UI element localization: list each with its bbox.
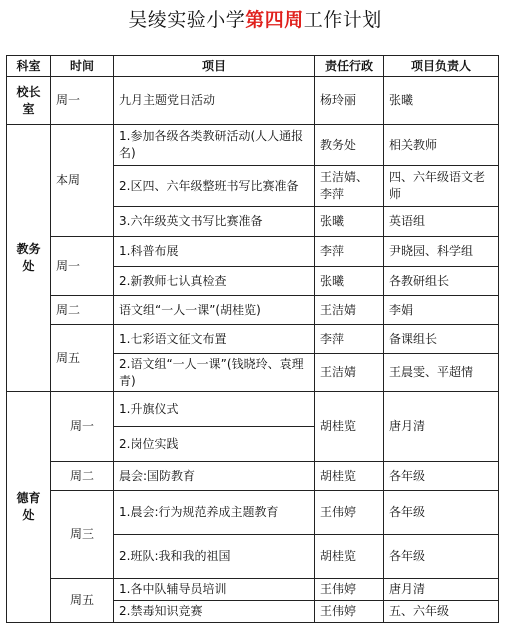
item-cell: 2.班队:我和我的祖国: [114, 535, 315, 579]
owner-cell: 唐月清: [384, 392, 499, 462]
admin-cell: 王洁婧: [315, 354, 384, 392]
time-cell: 周一: [51, 237, 114, 296]
time-cell: 周五: [51, 325, 114, 392]
owner-cell: 相关教师: [384, 125, 499, 166]
admin-cell: 胡桂览: [315, 462, 384, 491]
item-cell: 2.新教师七认真检查: [114, 267, 315, 296]
item-cell: 晨会:国防教育: [114, 462, 315, 491]
time-cell: 周一: [51, 77, 114, 125]
owner-cell: 各教研组长: [384, 267, 499, 296]
section-moral: 德育处: [7, 392, 51, 623]
owner-cell: 张曦: [384, 77, 499, 125]
header-admin: 责任行政: [315, 56, 384, 77]
title-suffix: 工作计划: [303, 9, 382, 31]
header-owner: 项目负责人: [384, 56, 499, 77]
owner-cell: 五、六年级: [384, 601, 499, 623]
owner-cell: 唐月清: [384, 579, 499, 601]
owner-cell: 各年级: [384, 491, 499, 535]
header-item: 项目: [114, 56, 315, 77]
admin-cell: 王洁婧: [315, 296, 384, 325]
item-cell: 2.区四、六年级整班书写比赛准备: [114, 166, 315, 207]
table-row: [7, 237, 499, 267]
item-cell: 语文组“一人一课”(胡桂览): [114, 296, 315, 325]
section-teaching: 教务处: [7, 125, 51, 392]
table-row: [7, 296, 499, 325]
item-cell: 1.晨会:行为规范养成主题教育: [114, 491, 315, 535]
item-cell: 九月主题党日活动: [114, 77, 315, 125]
item-cell: 1.升旗仪式: [114, 392, 315, 427]
admin-cell: 李萍: [315, 325, 384, 354]
owner-cell: 英语组: [384, 207, 499, 237]
owner-cell: 四、六年级语文老师: [384, 166, 499, 207]
table-row: [7, 579, 499, 601]
page-title: [0, 6, 510, 34]
item-cell: 2.语文组“一人一课”(钱晓玲、袁理青): [114, 354, 315, 392]
table-row: [7, 462, 499, 491]
title-highlight: 第四周: [245, 9, 304, 31]
owner-cell: 各年级: [384, 535, 499, 579]
table-row: [7, 325, 499, 354]
section-principal: 校长室: [7, 77, 51, 125]
title-prefix: 吴绫实验小学: [128, 9, 246, 31]
item-cell: 1.参加各级各类教研活动(人人通报名): [114, 125, 315, 166]
admin-cell: 李萍: [315, 237, 384, 267]
work-plan-table: [6, 55, 499, 623]
time-cell: 周五: [51, 579, 114, 623]
owner-cell: 各年级: [384, 462, 499, 491]
admin-cell: 教务处: [315, 125, 384, 166]
owner-cell: 李娟: [384, 296, 499, 325]
owner-cell: 王晨雯、平超情: [384, 354, 499, 392]
header-time: 时间: [51, 56, 114, 77]
item-cell: 3.六年级英文书写比赛准备: [114, 207, 315, 237]
time-cell: 周二: [51, 462, 114, 491]
table-row: [7, 491, 499, 535]
table-header-row: [7, 56, 499, 77]
time-cell: 周三: [51, 491, 114, 579]
item-cell: 2.禁毒知识竞赛: [114, 601, 315, 623]
item-cell: 2.岗位实践: [114, 427, 315, 462]
admin-cell: 王伟婷: [315, 579, 384, 601]
item-cell: 1.各中队辅导员培训: [114, 579, 315, 601]
time-cell: 周二: [51, 296, 114, 325]
admin-cell: 张曦: [315, 267, 384, 296]
owner-cell: 尹晓园、科学组: [384, 237, 499, 267]
admin-cell: 张曦: [315, 207, 384, 237]
admin-cell: 胡桂览: [315, 392, 384, 462]
admin-cell: 胡桂览: [315, 535, 384, 579]
time-cell: 周一: [51, 392, 114, 462]
table-row: [7, 392, 499, 427]
admin-cell: 杨玲丽: [315, 77, 384, 125]
admin-cell: 王伟婷: [315, 491, 384, 535]
time-cell: 本周: [51, 125, 114, 237]
admin-cell: 王伟婷: [315, 601, 384, 623]
table-row: [7, 125, 499, 166]
admin-cell: 王洁婧、李萍: [315, 166, 384, 207]
table-row: [7, 77, 499, 125]
owner-cell: 备课组长: [384, 325, 499, 354]
item-cell: 1.科普布展: [114, 237, 315, 267]
header-dept: 科室: [7, 56, 51, 77]
item-cell: 1.七彩语文征文布置: [114, 325, 315, 354]
